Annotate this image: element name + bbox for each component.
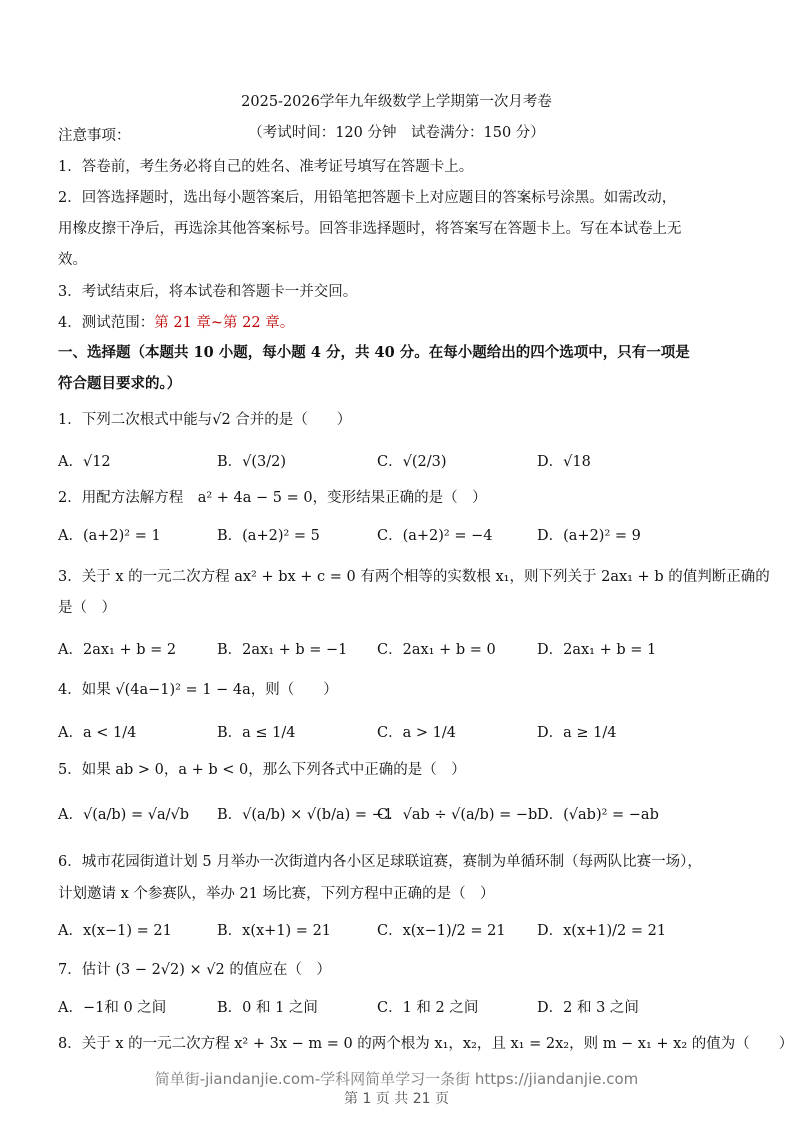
note-item: 3．考试结束后，将本试卷和答题卡一并交回。 — [58, 284, 358, 300]
question-7-text: 7．估计 (3 − 2√2) × √2 的值应在（ ） — [58, 962, 331, 978]
option-B: B．√(3/2) — [217, 454, 287, 470]
option-B: B．(a+2)² = 5 — [217, 528, 320, 544]
option-C: C．2ax₁ + b = 0 — [377, 642, 496, 658]
option-D: D．(√ab)² = −ab — [537, 807, 659, 823]
note-scope — [58, 313, 735, 333]
option-A: A．(a+2)² = 1 — [58, 528, 161, 544]
option-A: A．√(a/b) = √a/√b — [58, 807, 189, 823]
option-D: D．2ax₁ + b = 1 — [537, 642, 657, 658]
option-D: D．√18 — [537, 454, 591, 470]
option-A: A．2ax₁ + b = 2 — [58, 642, 177, 658]
option-B: B．a ≤ 1/4 — [217, 725, 296, 741]
scope-value: 第 21 章~第 22 章。 — [154, 315, 295, 331]
option-B: B．x(x+1) = 21 — [217, 923, 332, 939]
question-2-options — [58, 526, 758, 556]
question-1-text: 1．下列二次根式中能与√2 合并的是（ ） — [58, 412, 352, 428]
section-heading-l1: 一、选择题（本题共 10 小题，每小题 4 分，共 40 分。在每小题给出的四个选项中，只有一项是 — [58, 344, 690, 361]
option-D: D．x(x+1)/2 = 21 — [537, 923, 667, 939]
question-3-text: 是（ ） — [58, 600, 116, 616]
question-4-options — [58, 723, 758, 753]
option-B: B．√(a/b) × √(b/a) = −1 — [217, 807, 393, 823]
question-4-text: 4．如果 √(4a−1)² = 1 − 4a，则（ ） — [58, 682, 338, 698]
question-6-options — [58, 921, 758, 951]
note-item: 2．回答选择题时，选出每小题答案后，用铅笔把答题卡上对应题目的答案标号涂黑。如需改动， — [58, 190, 677, 206]
option-D: D．2 和 3 之间 — [537, 1000, 639, 1016]
option-C: C．x(x−1)/2 = 21 — [377, 923, 506, 939]
note-item: 用橡皮擦干净后，再选涂其他答案标号。回答非选择题时，将答案写在答题卡上。写在本试卷上无 — [58, 221, 682, 237]
question-1-options — [58, 452, 758, 482]
notes-heading: 注意事项： — [58, 128, 131, 144]
option-C: C．√ab ÷ √(a/b) = −b — [377, 807, 538, 823]
question-6-text: 6．城市花园街道计划 5 月举办一次街道内各小区足球联谊赛，赛制为单循环制（每两队比赛一场）， — [58, 854, 702, 870]
option-A: A．a < 1/4 — [58, 725, 137, 741]
option-B: B．0 和 1 之间 — [217, 1000, 318, 1016]
question-5-text: 5．如果 ab > 0，a + b < 0，那么下列各式中正确的是（ ） — [58, 762, 466, 778]
option-C: C．a > 1/4 — [377, 725, 456, 741]
watermark: 简单街-jiandanjie.com-学科网简单学习一条街 https://jiandanjie.com — [154, 1070, 639, 1088]
note-item: 效。 — [58, 252, 87, 268]
exam-title: 2025-2026学年九年级数学上学期第一次月考卷 — [241, 94, 552, 110]
question-2-text: 2．用配方法解方程 a² + 4a − 5 = 0，变形结果正确的是（ ） — [58, 490, 487, 506]
page-number: 第 1 页 共 21 页 — [344, 1091, 449, 1107]
question-3-options — [58, 640, 758, 670]
option-C: C．1 和 2 之间 — [377, 1000, 479, 1016]
question-6-text: 计划邀请 x 个参赛队，举办 21 场比赛，下列方程中正确的是（ ） — [58, 886, 495, 902]
question-5-options — [58, 805, 758, 835]
option-A: A．−1和 0 之间 — [58, 1000, 167, 1016]
exam-subtitle: （考试时间：120 分钟 试卷满分：150 分） — [248, 125, 545, 141]
section-heading-l2: 符合题目要求的。） — [58, 375, 182, 392]
option-A: A．x(x−1) = 21 — [58, 923, 172, 939]
option-B: B．2ax₁ + b = −1 — [217, 642, 348, 658]
question-8-text: 8．关于 x 的一元二次方程 x² + 3x − m = 0 的两个根为 x₁，x₂，且 x₁ = 2x₂，则 m − x₁ + x₂ 的值为（ ） — [58, 1036, 793, 1052]
question-3-text: 3．关于 x 的一元二次方程 ax² + bx + c = 0 有两个相等的实数根 x₁，则下列关于 2ax₁ + b 的值判断正确的 — [58, 569, 770, 585]
note-item: 1．答卷前，考生务必将自己的姓名、准考证号填写在答题卡上。 — [58, 159, 474, 175]
option-D: D．a ≥ 1/4 — [537, 725, 617, 741]
scope-label: 4．测试范围： — [58, 315, 155, 331]
option-C: C．(a+2)² = −4 — [377, 528, 493, 544]
option-A: A．√12 — [58, 454, 111, 470]
option-D: D．(a+2)² = 9 — [537, 528, 641, 544]
question-7-options — [58, 998, 758, 1028]
option-C: C．√(2/3) — [377, 454, 447, 470]
